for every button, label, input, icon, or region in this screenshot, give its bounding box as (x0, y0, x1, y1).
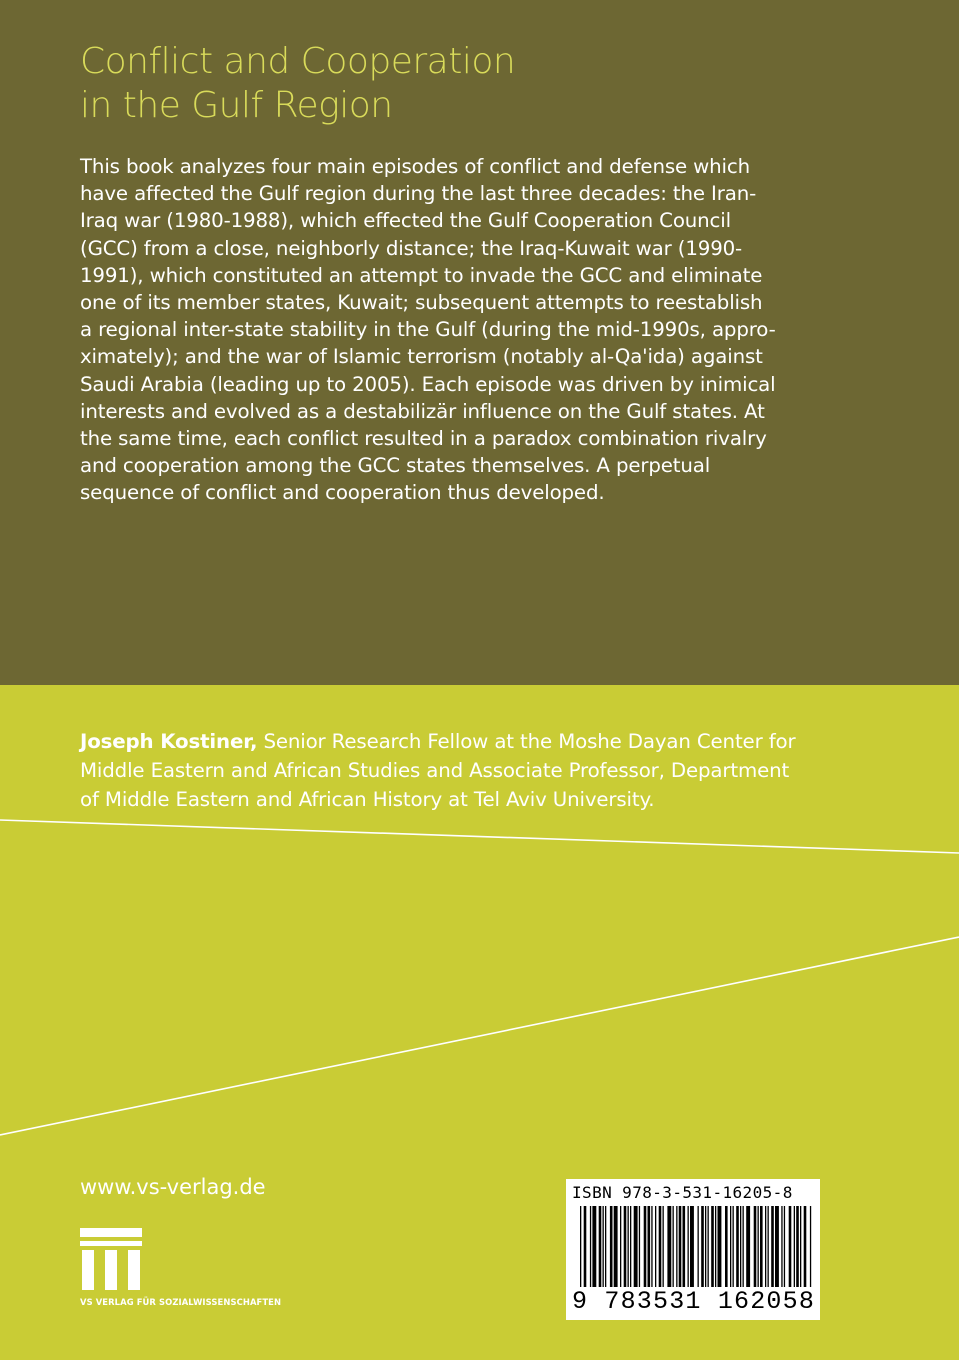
publisher-name: VS VERLAG FÜR SOZIALWISSENSCHAFTEN (80, 1297, 282, 1307)
publisher-url[interactable]: www.vs-verlag.de (80, 1175, 266, 1199)
author-bio-line (80, 727, 870, 756)
description-line: ximately); and the war of Islamic terrorism (notably al-Qa'ida) against (80, 345, 763, 369)
author-bio-line: of Middle Eastern and African History at Tel Aviv University. (80, 788, 655, 811)
description-line: a regional inter-state stability in the Gulf (during the mid-1990s, appro- (80, 318, 776, 342)
description-line: and cooperation among the GCC states themselves. A perpetual (80, 454, 711, 478)
isbn-text: ISBN 978-3-531-16205-8 (572, 1183, 793, 1202)
book-description (80, 153, 870, 507)
description-line: interests and evolved as a destabilizär influence on the Gulf states. At (80, 399, 765, 423)
barcode-digits: 9 783531 162058 (572, 1287, 816, 1316)
description-line: 1991), which constituted an attempt to invade the GCC and eliminate (80, 263, 763, 287)
publisher-logo-icon (80, 1228, 142, 1290)
description-line: have affected the Gulf region during the last three decades: the Iran- (80, 182, 757, 206)
author-bio (80, 727, 870, 814)
description-line: Iraq war (1980-1988), which effected the Gulf Cooperation Council (80, 209, 731, 233)
description-line: the same time, each conflict resulted in a paradox combination rivalry (80, 427, 767, 451)
isbn-barcode (566, 1179, 820, 1320)
title-line: in the Gulf Region (80, 85, 393, 126)
description-line: sequence of conflict and cooperation thus developed. (80, 481, 605, 505)
description-line: (GCC) from a close, neighborly distance; the Iraq-Kuwait war (1990- (80, 236, 743, 260)
description-line: Saudi Arabia (leading up to 2005). Each episode was driven by inimical (80, 372, 776, 396)
title-line: Conflict and Cooperation (80, 41, 516, 82)
author-name: Joseph Kostiner, (80, 730, 258, 753)
author-bio-text: Senior Research Fellow at the Moshe Dayan Center for (257, 730, 796, 753)
author-bio-line: Middle Eastern and African Studies and Associate Professor, Department (80, 759, 790, 782)
description-line: This book analyzes four main episodes of conflict and defense which (80, 155, 751, 178)
book-title (80, 40, 900, 128)
description-line: one of its member states, Kuwait; subsequent attempts to reestablish (80, 291, 763, 315)
